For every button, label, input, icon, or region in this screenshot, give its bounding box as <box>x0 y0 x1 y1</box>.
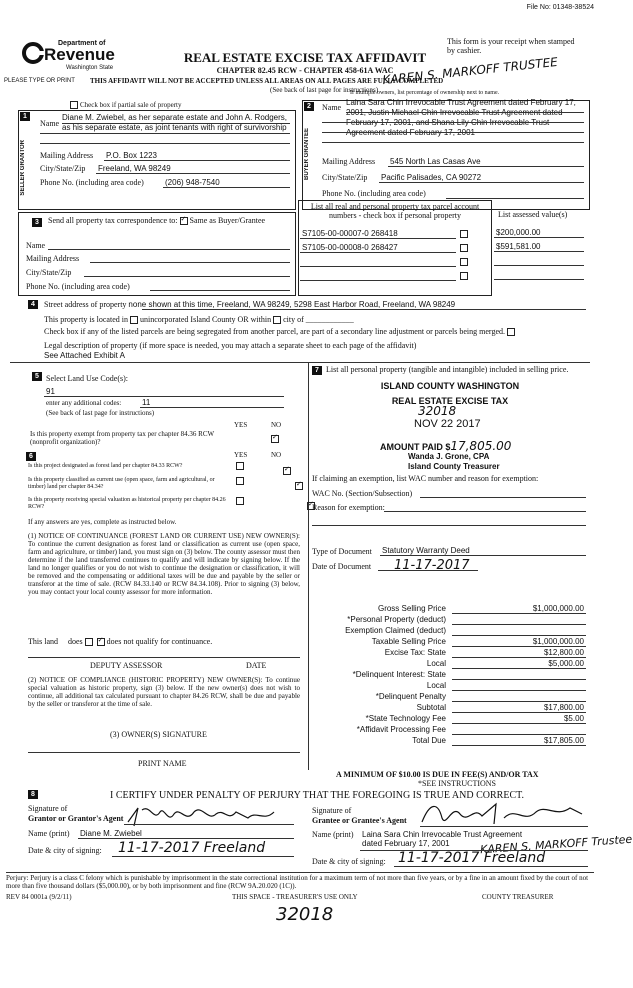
form-subtitle: CHAPTER 82.45 RCW - CHAPTER 458-61A WAC <box>216 66 394 75</box>
additional-codes-label: enter any additional codes: <box>46 399 122 407</box>
current-use-yes-checkbox[interactable] <box>236 477 244 485</box>
buyer-city-label: City/State/Zip <box>322 173 368 182</box>
county-treasurer-label: COUNTY TREASURER <box>482 893 554 901</box>
sec5-no: NO <box>271 421 282 429</box>
calc-label: *Affidavit Processing Fee <box>356 725 446 734</box>
notice-continuance: (1) NOTICE OF CONTINUANCE (FOREST LAND OR CURRENT USE) NEW OWNER(S): To continue the current designation as forest land or classification as current use (open space, farm and agriculture, or timber) land, you must sign on (3) below. The county assessor must then determine if the land transferred continues to qualify and will indicate by signing below. If the land no longer qualifies or you do not wish to continue the designation or classification, it will be removed and the compensating or additional taxes will be due and payable by the seller or transferor at the time of sale. (RCW 84.33.140 or RCW 84.34.108). Prior to signing (3) below, you may contact your local county assessor for more information. <box>28 532 300 596</box>
see-back-top: (See back of last page for instructions) <box>270 86 379 94</box>
stamp-date: NOV 22 2017 <box>414 418 481 430</box>
multiple-owners-note: If multiple owners, list percentage of ownership next to name. <box>350 90 500 96</box>
sec3-mailing-label: Mailing Address <box>26 254 80 263</box>
segregated-note: Check box if any of the listed parcels are being segregated from another parcel, are part of a secondary line adjustment or parcels being merged. <box>44 327 517 336</box>
seller-phone-value: (206) 948-7540 <box>165 178 220 187</box>
parcel-number-2: S7105-00-00008-0 268427 <box>302 243 398 252</box>
parcel-1-personal-checkbox[interactable] <box>460 230 468 238</box>
print-name-label: PRINT NAME <box>138 759 187 768</box>
list-personal-property: List all personal property (tangible and intangible) included in selling price. <box>326 365 569 374</box>
grantor-name-value: Diane M. Zwiebel <box>80 829 142 838</box>
seller-phone-label: Phone No. (including area code) <box>40 178 144 187</box>
sec6-yes: YES <box>234 451 248 459</box>
calc-label: Subtotal <box>416 703 446 712</box>
historic-question: Is this property receiving special valuation as historical property per chapter 84.26 RCW? <box>28 497 226 510</box>
stamp-line2: REAL ESTATE EXCISE TAX <box>391 396 509 406</box>
section-2-number: 2 <box>304 102 314 111</box>
historic-yes-checkbox[interactable] <box>236 497 244 505</box>
partial-sale-checkbox[interactable] <box>70 101 78 109</box>
buyer-mailing-label: Mailing Address <box>322 157 376 166</box>
sec5-yes: YES <box>234 421 248 429</box>
parcel-value-1: $200,000.00 <box>496 228 541 237</box>
sec3-city-label: City/State/Zip <box>26 268 72 277</box>
section-5-number: 5 <box>32 372 42 381</box>
legal-description-label: Legal description of property (if more space is needed, you may attach a separate sheet to each page of the affidavit) <box>44 341 417 350</box>
grantor-date-value: 11-17-2017 Freeland <box>118 840 266 856</box>
grantor-sig-label1: Signature of <box>28 804 68 813</box>
section-1-number: 1 <box>20 112 30 121</box>
stamp-line1: ISLAND COUNTY WASHINGTON <box>380 381 520 391</box>
buyer-side-label: BUYER GRANTEE <box>304 128 310 181</box>
parcel-2-personal-checkbox[interactable] <box>460 244 468 252</box>
seller-city-value: Freeland, WA 98249 <box>98 164 171 173</box>
please-type: PLEASE TYPE OR PRINT <box>4 78 75 84</box>
segregated-checkbox[interactable] <box>507 328 515 336</box>
calc-label: Taxable Selling Price <box>371 637 446 646</box>
grantee-sig-label1: Signature of <box>312 806 352 815</box>
exempt-no-checkbox[interactable] <box>271 435 279 443</box>
minimum-fee-note: A MINIMUM OF $10.00 IS DUE IN FEE(S) AND/OR TAX <box>336 770 539 779</box>
dor-logo <box>22 38 132 78</box>
reason-label: Reason for exemption: <box>312 503 385 512</box>
file-number: File No: 01348-38524 <box>526 4 594 11</box>
receipt-note: This form is your receipt when stamped by cashier. <box>447 37 575 55</box>
stamp-amount: AMOUNT PAID $17,805.00 <box>380 439 512 453</box>
sec5-see-back: (See back of last page for instructions) <box>46 409 155 417</box>
sec6-no: NO <box>271 451 282 459</box>
send-correspondence: Send all property tax correspondence to: ✓ Same as Buyer/Grantee <box>48 216 265 225</box>
does-qualify-checkbox[interactable] <box>85 638 93 646</box>
calc-label: *State Technology Fee <box>365 714 446 723</box>
grantee-handwritten-name: KAREN S. MARKOFF Trustee <box>479 832 633 857</box>
calc-label: Gross Selling Price <box>377 604 446 613</box>
wac-label: WAC No. (Section/Subsection) <box>312 489 413 498</box>
doc-type-label: Type of Document <box>312 547 372 556</box>
perjury-statement: Perjury: Perjury is a class C felony which is punishable by imprisonment in the state correctional institution for a maximum term of not more than five years, or by a fine in an amount fixed by the court of not more than five thousand dollars ($5,000.00), or by both imprisonment and fine (RCW 9A.20.020 (1C)). <box>6 874 589 890</box>
parcel-list-header: List all real and personal property tax parcel account numbers - check box if personal property <box>310 202 480 220</box>
parcel-number-1: S7105-00-00007-0 268418 <box>302 229 398 238</box>
same-as-buyer-checkbox[interactable] <box>180 217 188 225</box>
calc-label: Total Due <box>412 736 446 745</box>
section-6-number: 6 <box>26 452 36 461</box>
section-4-number: 4 <box>28 300 38 309</box>
doc-date-value: 11-17-2017 <box>394 558 470 573</box>
stamp-office: Island County Treasurer <box>408 462 500 471</box>
grantee-name-value: Laina Sara Chin Irrevocable Trust Agreement dated February 17, 2001 <box>362 830 523 848</box>
handwritten-receipt-number: 32018 <box>276 904 334 925</box>
sec3-name-label: Name <box>26 241 46 250</box>
does-not-qualify-checkbox[interactable] <box>97 638 105 646</box>
parcel-value-2: $591,581.00 <box>496 242 541 251</box>
logo-line1: Department of <box>58 40 106 47</box>
calc-label: *Delinquent Interest: State <box>352 670 446 679</box>
form-title: REAL ESTATE EXCISE TAX AFFIDAVIT <box>183 50 427 65</box>
calc-value: $17,805.00 <box>543 736 584 745</box>
buyer-city-value: Pacific Palisades, CA 90272 <box>381 173 482 182</box>
calc-label: Excise Tax: State <box>384 648 446 657</box>
land-use-code: 91 <box>46 387 55 396</box>
form-notice: THIS AFFIDAVIT WILL NOT BE ACCEPTED UNLESS ALL AREAS ON ALL PAGES ARE FULLY COMPLETED <box>90 77 444 85</box>
street-address: Street address of property none shown at this time, Freeland, WA 98249, 5298 East Harbor Road, Freeland, WA 98249 <box>44 300 456 309</box>
owners-signature-label: (3) OWNER(S) SIGNATURE <box>110 730 207 739</box>
see-instructions: *SEE INSTRUCTIONS <box>418 779 497 788</box>
current-use-no-checkbox[interactable] <box>295 482 303 490</box>
deputy-date-label: DATE <box>246 661 267 670</box>
if-any-yes: If any answers are yes, complete as instructed below. <box>28 518 177 526</box>
calc-label: *Delinquent Penalty <box>375 692 446 701</box>
calc-label: Exemption Claimed (deduct) <box>345 626 446 635</box>
section-7-number: 7 <box>312 366 322 375</box>
deputy-assessor-label: DEPUTY ASSESSOR <box>90 661 163 670</box>
city-of-checkbox[interactable] <box>273 316 281 324</box>
land-use-label: Select Land Use Code(s): <box>46 374 128 383</box>
stamp-amount-value: 17,805.00 <box>450 439 512 453</box>
seller-name-value: Diane M. Zwiebel, as her separate estate and John A. Rodgers, as his separate estate, as joint tenants with right of survivorship <box>62 113 288 132</box>
forest-question: Is this project designated as forest land per chapter 84.33 RCW? <box>28 463 183 469</box>
buyer-name-value: Laina Sara Chin Irrevocable Trust Agreement dated February 17, 2001, Justin Michael Chin Irrevocable Trust Agreement dated February 17, 2001, and Shana Lily Chin Irrevocable Trust Agreement dated February 17, 2001 <box>346 98 576 137</box>
buyer-phone-label: Phone No. (including area code) <box>322 189 426 198</box>
calc-value: $17,800.00 <box>543 703 584 712</box>
calc-value: $1,000,000.00 <box>532 637 584 646</box>
grantee-signature <box>420 798 590 828</box>
legal-description-value: See Attached Exhibit A <box>44 351 125 360</box>
additional-code-value: 11 <box>142 398 151 407</box>
buyer-name-label: Name <box>322 103 342 112</box>
stamp-receipt-number: 32018 <box>418 404 457 418</box>
street-address-value: none shown at this time, Freeland, WA 98249, 5298 East Harbor Road, Freeland, WA 98249 <box>128 300 456 309</box>
grantee-name-label: Name (print) <box>312 830 354 839</box>
forest-yes-checkbox[interactable] <box>236 462 244 470</box>
section-8-number: 8 <box>28 790 38 799</box>
calc-value: $5.00 <box>563 714 584 723</box>
seller-mailing-label: Mailing Address <box>40 151 94 160</box>
grantor-signature <box>124 800 294 830</box>
certify-statement: I CERTIFY UNDER PENALTY OF PERJURY THAT THE FOREGOING IS TRUE AND CORRECT. <box>110 790 524 801</box>
calc-label: Local <box>426 659 446 668</box>
parcel-4-personal-checkbox[interactable] <box>460 272 468 280</box>
grantee-sig-label2: Grantee or Grantee's Agent <box>312 816 407 825</box>
logo-line2: Revenue <box>44 45 115 64</box>
exempt-question: Is this property exempt from property tax per chapter 84.36 RCW (nonprofit organization)? <box>30 430 214 446</box>
seller-city-label: City/State/Zip <box>40 164 86 173</box>
dor-logo-icon <box>22 42 44 64</box>
grantee-date-label: Date & city of signing: <box>312 857 386 866</box>
stamp-officer: Wanda J. Grone, CPA <box>408 452 490 461</box>
seller-name-label: Name <box>40 119 60 128</box>
calc-label: Local <box>426 681 446 690</box>
continuance-line: This land does ✓ does not qualify for continuance. <box>28 637 212 646</box>
located-in: This property is located in unincorporated Island County OR within city of ____________ <box>44 315 354 324</box>
form-revision: REV 84 0001a (9/2/11) <box>6 893 72 901</box>
doc-date-label: Date of Document <box>312 562 372 571</box>
grantor-name-label: Name (print) <box>28 829 70 838</box>
grantor-date-label: Date & city of signing: <box>28 846 102 855</box>
grantor-sig-label2: Grantor or Grantor's Agent <box>28 814 124 823</box>
doc-type-value: Statutory Warranty Deed <box>382 546 470 555</box>
seller-side-label: SELLER GRANTOR <box>20 140 26 196</box>
calc-value: $5,000.00 <box>548 659 584 668</box>
seller-mailing-value: P.O. Box 1223 <box>106 151 157 160</box>
calc-value: $1,000,000.00 <box>532 604 584 613</box>
notice-compliance: (2) NOTICE OF COMPLIANCE (HISTORIC PROPERTY) NEW OWNER(S): To continue special valuation as historic property, sign (3) below. If the new owner(s) does not wish to continue, all additional tax calculated pursuant to chapter 84.26 RCW, shall be due and payable by the seller or transferor at the time of sale. <box>28 676 300 708</box>
calc-value: $12,800.00 <box>543 648 584 657</box>
assessed-header: List assessed value(s) <box>498 210 568 219</box>
calc-label: *Personal Property (deduct) <box>347 615 446 624</box>
logo-line3: Washington State <box>66 65 114 71</box>
handwritten-trustee: KAREN S. MARKOFF TRUSTEE <box>381 54 559 88</box>
exemption-instructions: If claiming an exemption, list WAC number and reason for exemption: <box>312 474 539 483</box>
forest-no-checkbox[interactable] <box>283 467 291 475</box>
sec3-phone-label: Phone No. (including area code) <box>26 282 130 291</box>
current-use-question: Is this property classified as current use (open space, farm and agricultural, or timber) land per chapter 84.34? <box>28 477 215 490</box>
buyer-mailing-value: 545 North Las Casas Ave <box>390 157 481 166</box>
partial-sale-label: Check box if partial sale of property <box>70 101 181 109</box>
section-3-number: 3 <box>32 218 42 227</box>
parcel-3-personal-checkbox[interactable] <box>460 258 468 266</box>
treasurer-use-only: THIS SPACE - TREASURER'S USE ONLY <box>232 893 358 901</box>
unincorporated-checkbox[interactable] <box>130 316 138 324</box>
grantee-date-value: 11-17-2017 Freeland <box>398 850 546 866</box>
